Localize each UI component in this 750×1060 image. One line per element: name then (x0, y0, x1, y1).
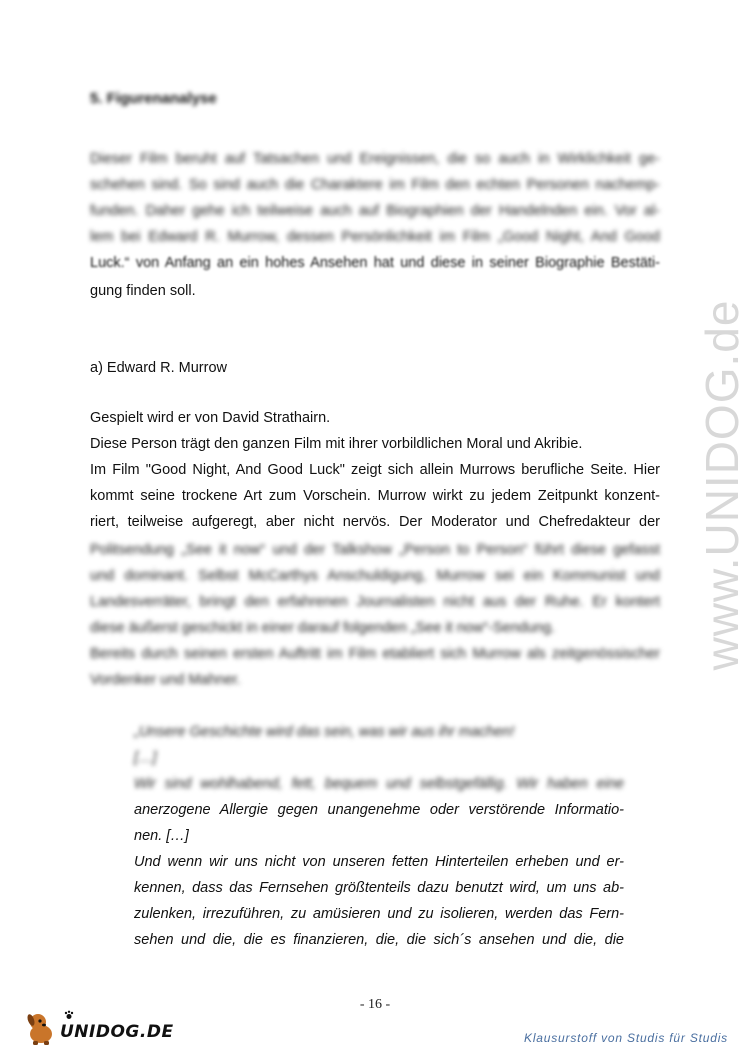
unidog-logo[interactable] (20, 1008, 174, 1048)
quote-line: zulenken, irrezuführen, zu amüsieren und zu isolieren, werden das Fern- (134, 906, 624, 922)
body-line: Diese Person trägt den ganzen Film mit ihrer vorbildlichen Moral und Akribie. (90, 436, 583, 452)
body-line: diese äußerst geschickt in einer darauf folgenden „See it now“-Sendung. (90, 620, 556, 636)
quote-line: „Unsere Geschichte wird das sein, was wir aus ihr machen! (134, 724, 515, 740)
body-line: Politsendung „See it now“ und der Talkshow „Person to Person“ führt diese gefasst (90, 542, 660, 558)
quote-line: nen. […] (134, 828, 189, 844)
page-number: - 16 - (359, 997, 391, 1012)
quote-line: sehen und die, die es finanzieren, die, die sich´s ansehen und die, die (134, 932, 624, 948)
intro-line: lem bei Edward R. Murrow, dessen Persönlichkeit im Film „Good Night, And Good (90, 229, 660, 245)
quote-line: Und wenn wir uns nicht von unseren fetten Hinterteilen erheben und er- (134, 854, 624, 870)
watermark-text: www.UNIDOG.de (696, 299, 748, 671)
quote-line: anerzogene Allergie gegen unangenehme oder verstörende Informatio- (134, 802, 624, 818)
body-line: Vordenker und Mahner. (90, 672, 241, 688)
intro-line: Dieser Film beruht auf Tatsachen und Ereignissen, die so auch in Wirklichkeit ge- (90, 151, 660, 167)
intro-line: funden. Daher gehe ich teilweise auch auf Biographien der Handelnden ein. Vor al- (90, 203, 660, 219)
intro-line: Luck.“ von Anfang an ein hohes Ansehen hat und diese in seiner Biographie Bestäti- (90, 255, 660, 271)
body-line: Gespielt wird er von David Strathairn. (90, 410, 331, 426)
body-line: Bereits durch seinen ersten Auftritt im Film etabliert sich Murrow als zeitgenössischer (90, 646, 660, 662)
quote-line: kennen, dass das Fernsehen größtenteils dazu benutzt wird, um uns ab- (134, 880, 624, 896)
footer-slogan: Klausurstoff von Studis für Studis (524, 1031, 728, 1045)
body-line: Landesverräter, bringt den erfahrenen Journalisten nicht aus der Ruhe. Er kontert (90, 594, 660, 610)
quote-line: […] (134, 750, 157, 766)
watermark (695, 299, 748, 671)
body-line: kommt seine trockene Art zum Vorschein. Murrow wirkt zu jedem Zeitpunkt konzent- (90, 488, 660, 504)
subheading: a) Edward R. Murrow (90, 360, 227, 376)
body-line: riert, teilweise aufgeregt, aber nicht nervös. Der Moderator und Chefredakteur der (90, 514, 660, 530)
logo-text: UNIDOG.DE (60, 1022, 174, 1042)
intro-line: schehen sind. So sind auch die Charaktere im Film den echten Personen nachemp- (90, 177, 660, 193)
section-heading: 5. Figurenanalyse (90, 90, 217, 107)
body-line: Im Film "Good Night, And Good Luck" zeigt sich allein Murrows berufliche Seite. Hier (90, 462, 660, 478)
body-line: und dominant. Selbst McCarthys Anschuldigung, Murrow sei ein Kommunist und (90, 568, 660, 584)
intro-line: gung finden soll. (90, 283, 196, 299)
paw-icon (64, 1010, 74, 1020)
dog-icon (24, 1010, 58, 1046)
quote-line: Wir sind wohlhabend, fett, bequem und selbstgefällig. Wir haben eine (134, 776, 624, 792)
